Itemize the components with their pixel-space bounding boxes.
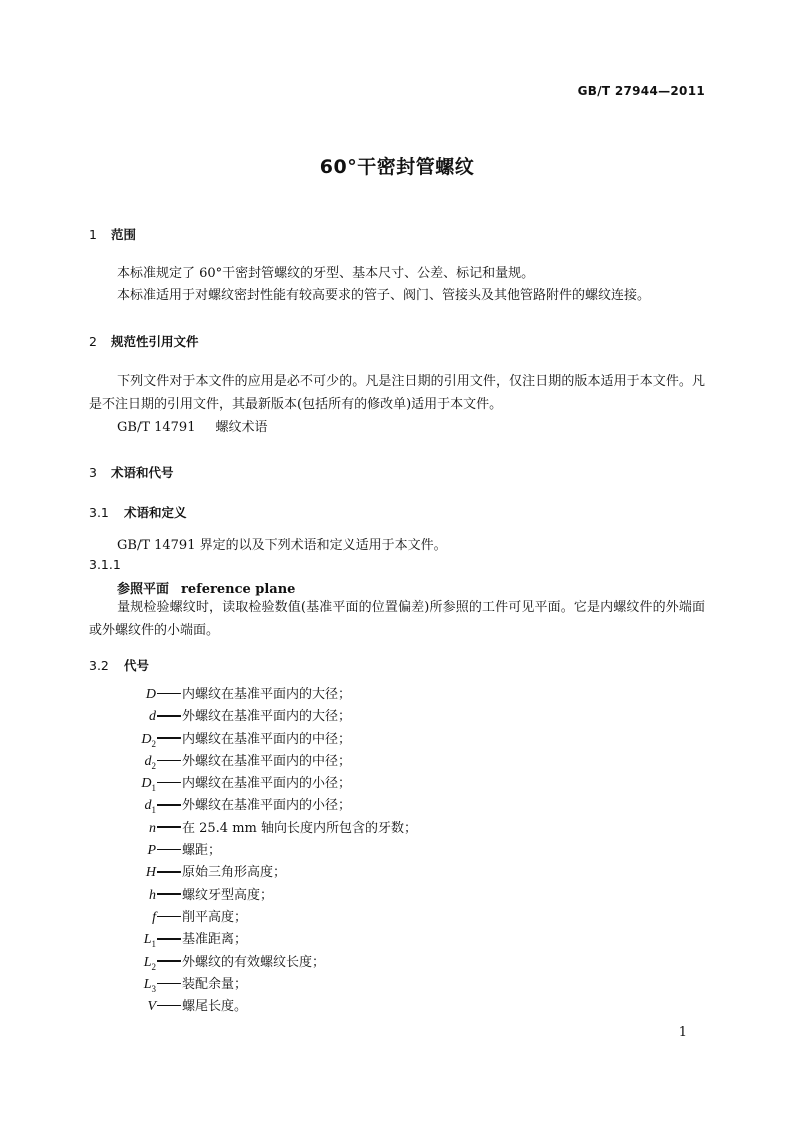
symbol-row xyxy=(100,751,520,773)
symbol: P xyxy=(147,843,156,859)
symbol-row xyxy=(100,974,520,996)
symbol: d xyxy=(149,709,156,725)
paragraph-text: 下列文件对于本文件的应用是必不可少的。凡是注日期的引用文件，仅注日期的版本适用于本文件。凡是不注日期的引用文件，其最新版本(包括所有的修改单)适用于本文件。 xyxy=(89,374,705,412)
em-dash xyxy=(157,737,181,739)
section-2-heading xyxy=(89,332,199,350)
paragraph-text: 本标准规定了 60°干密封管螺纹的牙型、基本尺寸、公差、标记和量规。 xyxy=(117,266,535,281)
symbol-description: 原始三角形高度； xyxy=(182,865,287,881)
symbol-row xyxy=(100,862,520,884)
section-2-paragraph-1 xyxy=(89,371,705,416)
section-number: 1 xyxy=(89,227,97,242)
em-dash xyxy=(157,693,181,695)
em-dash xyxy=(157,871,181,873)
em-dash xyxy=(157,1005,181,1007)
symbol: n xyxy=(149,820,156,836)
section-1-paragraph-1 xyxy=(89,263,705,286)
reference-code: GB/T 14791 xyxy=(117,420,196,435)
em-dash xyxy=(157,938,181,940)
symbol-description: 内螺纹在基准平面内的中径； xyxy=(182,731,352,747)
symbol-row xyxy=(100,706,520,728)
section-3-heading xyxy=(89,463,174,481)
symbol-description: 螺纹牙型高度； xyxy=(182,887,274,903)
symbol-description: 螺距； xyxy=(182,843,222,859)
em-dash xyxy=(157,782,181,784)
symbol-row xyxy=(100,929,520,951)
em-dash xyxy=(157,960,181,962)
section-1-paragraph-2 xyxy=(89,285,705,308)
symbol: $d_1$ xyxy=(144,798,156,816)
symbol-row xyxy=(100,729,520,751)
em-dash xyxy=(157,804,181,806)
section-title: 代号 xyxy=(124,658,150,673)
symbol: $D_1$ xyxy=(141,776,156,793)
symbol-row xyxy=(100,795,520,817)
symbol-description: 装配余量； xyxy=(182,976,248,992)
section-3-1-heading xyxy=(89,503,187,521)
clause-3-1-1-number: 3.1.1 xyxy=(89,557,121,572)
section-number: 2 xyxy=(89,334,97,349)
term-english: reference plane xyxy=(181,582,296,597)
em-dash xyxy=(157,916,181,918)
section-number: 3 xyxy=(89,465,97,480)
section-3-2-heading xyxy=(89,656,149,674)
em-dash xyxy=(157,983,181,985)
page-number: 1 xyxy=(678,1025,687,1040)
symbol-row xyxy=(100,818,520,840)
symbol-row xyxy=(100,885,520,907)
symbol-description: 外螺纹在基准平面内的大径； xyxy=(182,709,352,725)
symbol-row xyxy=(100,952,520,974)
em-dash xyxy=(157,826,181,828)
symbol-description: 内螺纹在基准平面内的大径； xyxy=(182,687,352,702)
symbol-row xyxy=(100,907,520,929)
normative-reference xyxy=(117,416,268,435)
em-dash xyxy=(157,893,181,895)
paragraph-text: 本标准适用于对螺纹密封性能有较高要求的管子、阀门、管接头及其他管路附件的螺纹连接。 xyxy=(117,288,651,303)
section-3-1-paragraph: GB/T 14791 界定的以及下列术语和定义适用于本文件。 xyxy=(117,538,447,553)
section-title: 规范性引用文件 xyxy=(111,334,199,349)
symbol-row xyxy=(100,840,520,862)
symbol: $L_3$ xyxy=(143,976,156,994)
em-dash xyxy=(157,715,181,717)
em-dash xyxy=(157,849,181,851)
section-title: 术语和定义 xyxy=(124,505,187,520)
symbol: D xyxy=(145,687,156,702)
document-title: 60°干密封管螺纹 xyxy=(319,156,475,178)
paragraph-text: 量规检验螺纹时，读取检验数值(基准平面的位置偏差)所参照的工件可见平面。它是内螺纹件的外端面或外螺纹件的小端面。 xyxy=(89,600,705,638)
standard-code: GB/T 27944—2011 xyxy=(577,84,705,98)
symbol-description: 外螺纹在基准平面内的小径； xyxy=(182,798,352,814)
symbol: $d_2$ xyxy=(144,753,156,771)
symbol-row xyxy=(100,684,520,706)
symbol-description: 基准距离； xyxy=(182,932,248,948)
symbol: f xyxy=(152,909,156,925)
section-1-heading xyxy=(89,225,136,243)
symbol-list xyxy=(100,684,520,1018)
symbol-row xyxy=(100,996,520,1018)
section-title: 范围 xyxy=(111,227,137,242)
section-title: 术语和代号 xyxy=(111,465,174,480)
symbol-description: 外螺纹在基准平面内的中径； xyxy=(182,753,352,769)
section-number: 3.2 xyxy=(89,658,109,673)
symbol: V xyxy=(147,999,156,1015)
symbol: $D_2$ xyxy=(141,731,156,749)
em-dash xyxy=(157,760,181,762)
symbol-description: 在 25.4 mm 轴向长度内所包含的牙数； xyxy=(182,820,417,836)
symbol-description: 内螺纹在基准平面内的小径； xyxy=(182,776,352,792)
symbol-row xyxy=(100,773,520,795)
symbol-description: 削平高度； xyxy=(182,909,248,925)
symbol: h xyxy=(149,887,156,903)
symbol-description: 外螺纹的有效螺纹长度； xyxy=(182,954,326,970)
term-entry xyxy=(117,578,295,597)
symbol-description: 螺尾长度。 xyxy=(182,999,248,1015)
reference-title: 螺纹术语 xyxy=(215,420,268,435)
symbol: H xyxy=(145,865,156,881)
section-number: 3.1 xyxy=(89,505,109,520)
symbol: $L_1$ xyxy=(143,932,156,950)
symbol: $L_2$ xyxy=(143,954,156,972)
term-definition xyxy=(89,597,705,642)
term-chinese: 参照平面 xyxy=(117,582,170,597)
